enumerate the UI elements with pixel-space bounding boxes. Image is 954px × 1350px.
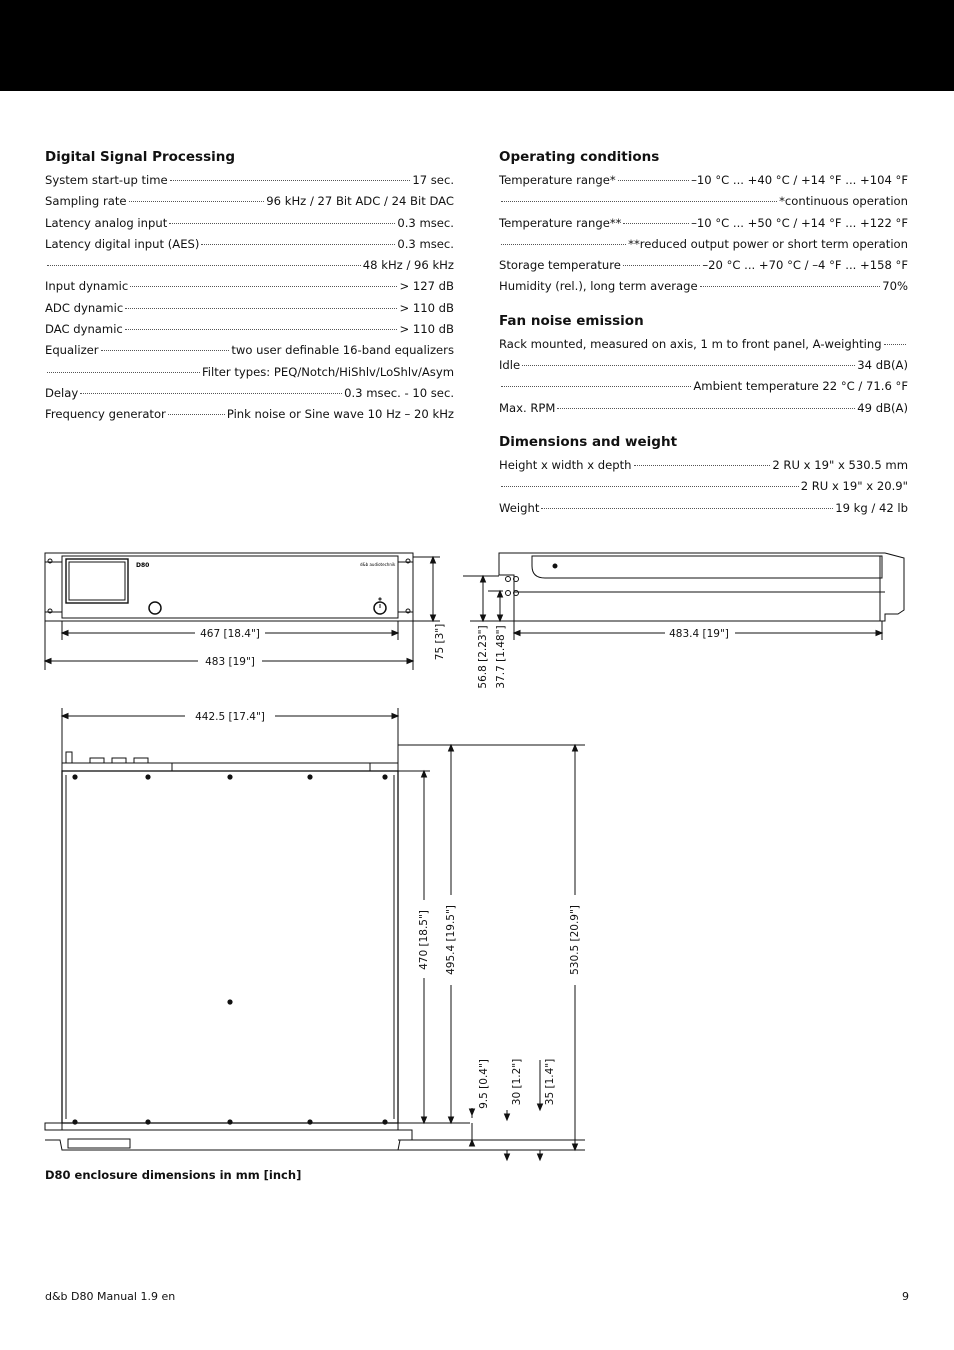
row-value: **reduced output power or short term operation <box>628 236 908 251</box>
row-value: Filter types: PEQ/Notch/HiShlv/LoShlv/Asym <box>201 364 454 379</box>
row-value: 19 kg / 42 lb <box>835 500 908 515</box>
front-brand-label: d&b audiotechnik <box>360 562 396 567</box>
dim-442-5: 442.5 [17.4"] <box>195 711 265 723</box>
row-value: 48 kHz / 96 kHz <box>362 258 454 273</box>
dim-9-5: 9.5 [0.4"] <box>478 1059 490 1109</box>
footer-manual-title: d&b D80 Manual 1.9 en <box>45 1290 176 1303</box>
side-view <box>499 553 904 621</box>
row-label: Equalizer <box>45 343 99 358</box>
row-value: 49 dB(A) <box>857 400 908 415</box>
dim-35: 35 [1.4"] <box>544 1058 556 1106</box>
row-value: 96 kHz / 27 Bit ADC / 24 Bit DAC <box>266 194 454 209</box>
row-value: 70% <box>882 279 908 294</box>
row-value: –10 °C ... +50 °C / +14 °F ... +122 °F <box>691 215 908 230</box>
dims-title: Dimensions and weight <box>499 433 678 450</box>
row-value: 0.3 msec. - 10 sec. <box>344 385 454 400</box>
dim-30: 30 [1.2"] <box>511 1058 523 1106</box>
dsp-title: Digital Signal Processing <box>45 149 236 165</box>
row-label: Rack mounted, measured on axis, 1 m to front panel, A-weighting <box>499 336 882 351</box>
operating-title: Operating conditions <box>499 149 660 165</box>
row-value: 2 RU x 19" x 530.5 mm <box>772 457 908 472</box>
row-label: Latency analog input <box>45 215 168 230</box>
row-value: *continuous operation <box>779 194 908 209</box>
row-label: Height x width x depth <box>499 457 632 472</box>
row-label: Latency digital input (AES) <box>45 236 200 251</box>
top-view-screws <box>72 774 387 1124</box>
row-value: two user definable 16-band equalizers <box>231 343 454 358</box>
dim-530-5: 530.5 [20.9"] <box>569 905 581 975</box>
row-value: > 110 dB <box>399 322 454 337</box>
front-model-label: D80 <box>136 562 150 569</box>
row-label: Temperature range** <box>499 215 622 230</box>
row-value: –20 °C ... +70 °C / –4 °F ... +158 °F <box>702 258 908 273</box>
row-label: DAC dynamic <box>45 322 123 337</box>
row-value: > 127 dB <box>399 279 454 294</box>
row-value: > 110 dB <box>399 300 454 315</box>
dim-483: 483 [19"] <box>205 656 255 668</box>
row-value: 0.3 msec. <box>397 215 454 230</box>
row-label: Delay <box>45 385 79 400</box>
row-label: Input dynamic <box>45 279 129 294</box>
front-view <box>45 553 413 621</box>
footer-page-number: 9 <box>902 1290 909 1303</box>
row-label: ADC dynamic <box>45 300 124 315</box>
dim-37-7: 37.7 [1.48"] <box>495 625 507 689</box>
row-label: Temperature range* <box>499 173 616 187</box>
row-label: Frequency generator <box>45 407 166 422</box>
row-value: 2 RU x 19" x 20.9" <box>800 479 908 494</box>
row-value: 34 dB(A) <box>857 358 908 373</box>
dim-56-8: 56.8 [2.23"] <box>477 625 489 689</box>
row-label: Sampling rate <box>45 194 127 209</box>
row-label: Storage temperature <box>499 258 621 273</box>
dim-75: 75 [3"] <box>434 623 446 661</box>
dim-483-4: 483.4 [19"] <box>669 628 729 640</box>
fan-title: Fan noise emission <box>499 312 644 329</box>
row-value: Ambient temperature 22 °C / 71.6 °F <box>693 379 908 394</box>
dim-470: 470 [18.5"] <box>418 910 430 970</box>
top-view <box>45 708 585 1150</box>
row-value: –10 °C ... +40 °C / +14 °F ... +104 °F <box>691 173 908 187</box>
row-value: 17 sec. <box>412 173 454 187</box>
row-label: Humidity (rel.), long term average <box>499 279 698 294</box>
row-value: Pink noise or Sine wave 10 Hz – 20 kHz <box>226 407 454 422</box>
figure-caption: D80 enclosure dimensions in mm [inch] <box>45 1168 302 1182</box>
row-label: Max. RPM <box>499 400 556 415</box>
row-label: Idle <box>499 358 521 373</box>
row-label: System start-up time <box>45 173 168 187</box>
dim-495-4: 495.4 [19.5"] <box>445 905 457 975</box>
row-label: Weight <box>499 500 540 515</box>
dim-467: 467 [18.4"] <box>200 628 260 640</box>
row-value: 0.3 msec. <box>397 236 454 251</box>
